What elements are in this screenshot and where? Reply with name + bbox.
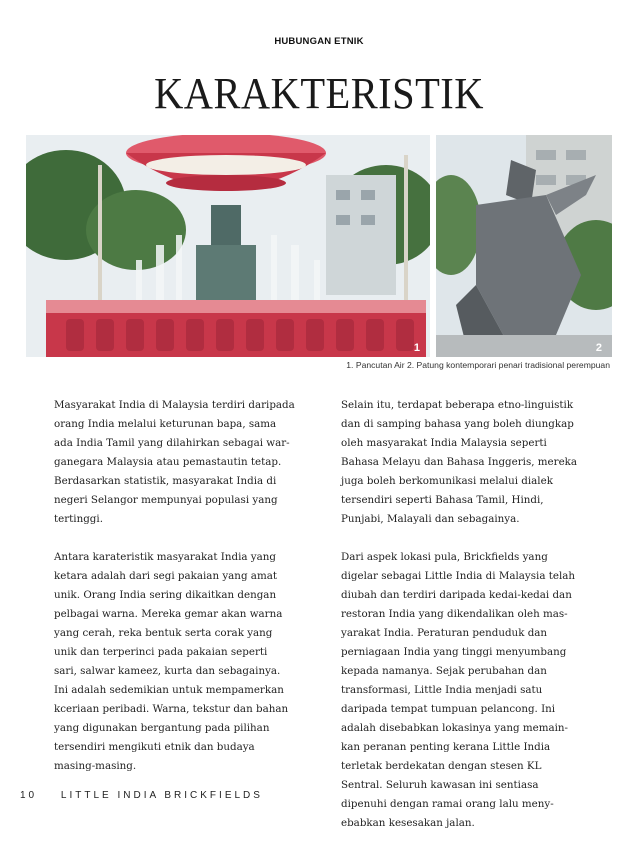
paragraph: Masyarakat India di Malaysia terdiri daripada orang India melalui keturunan bapa, sama ada India Tamil yang dilahirkan sebagai war- ganegara Malaysia atau pemastautin tetap. Berdasarkan statistik, masyarakat India di negeri Selangor mempunyai populasi yang tertinggi. xyxy=(54,399,295,525)
statue-illustration xyxy=(436,135,612,357)
paragraph: Dari aspek lokasi pula, Brickfields yang digelar sebagai Little India di Malaysia telah diubah dan terdiri daripada kedai-kedai dan restoran India yang dikendalikan oleh mas- yarakat India. Peraturan penduduk dan perniagaan India yang tinggi menyumbang kepada namanya. Sejak perubahan dan transformasi, Little India menjadi satu daripada tempat tumpuan pelancong. Ini adalah disebabkan lokasinya yang memain- kan peranan penting kerana Little India terletak berdekatan dengan stesen KL Sentral. Seluruh kawasan ini sentiasa dipenuhi dengan ramai orang lalu meny- ebabkan kesesakan jalan. xyxy=(341,551,576,829)
publication-name: LITTLE INDIA BRICKFIELDS xyxy=(60,790,263,801)
paragraph: Antara karateristik masyarakat India yang ketara adalah dari segi pakaian yang amat unik. Orang India sering dikaitkan dengan pelbagai warna. Mereka gemar akan warna yang cerah, reka bentuk serta corak yang unik dan terperinci pada pakaian seperti sari, salwar kameez, kurta dan sebagainya. Ini adalah sedemikian untuk mempamerkan kceriaan peribadi. Warna, tekstur dan bahan yang digunakan bergantung pada pilihan tersendiri mengikuti etnik dan budaya masing-masing. xyxy=(54,551,289,772)
photo-number-2: 2 xyxy=(595,342,602,354)
right-column xyxy=(341,396,599,852)
statue-photo xyxy=(436,135,612,357)
photo-number-1: 1 xyxy=(413,342,420,354)
section-header: HUBUNGAN ETNIK xyxy=(274,36,364,47)
page-footer xyxy=(20,790,263,801)
fountain-photo xyxy=(26,135,430,357)
paragraph: Selain itu, terdapat beberapa etno-linguistik dan di samping bahasa yang boleh diungkap oleh masyarakat India Malaysia seperti Bahasa Melayu dan Bahasa Inggeris, mereka juga boleh berkomunikasi melalui dialek tersendiri seperti Bahasa Tamil, Hindi, Punjabi, Malayali dan sebagainya. xyxy=(341,399,578,525)
page-title: KARAKTERISTIK xyxy=(154,69,484,118)
left-column xyxy=(54,396,316,795)
page-number: 10 xyxy=(20,790,38,801)
photo-caption: 1. Pancutan Air 2. Patung kontemporari penari tradisional perempuan xyxy=(346,360,610,370)
fountain-illustration xyxy=(26,135,430,357)
